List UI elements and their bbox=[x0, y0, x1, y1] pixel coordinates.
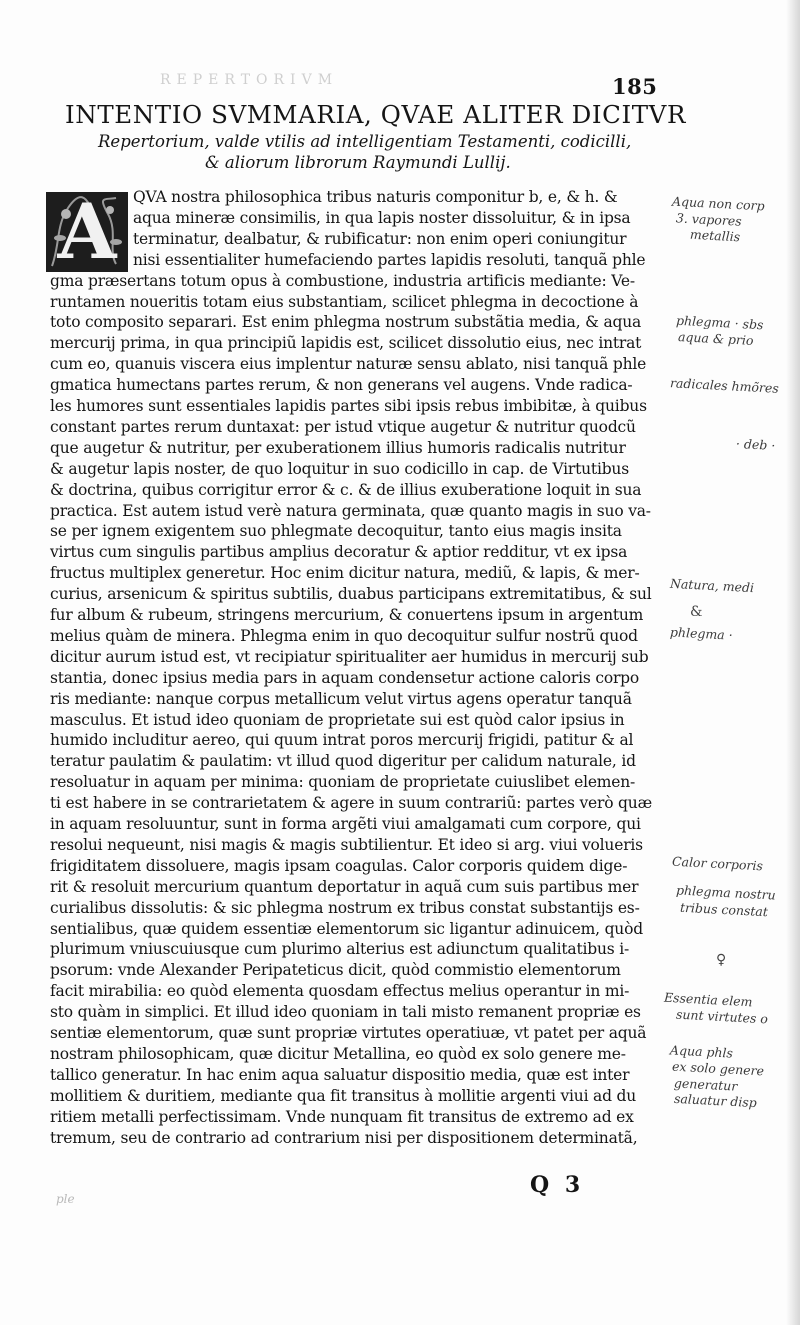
page-edge-shadow bbox=[786, 0, 800, 1325]
margin-note: phlegma · sbs bbox=[675, 312, 764, 333]
floral-initial-icon bbox=[46, 187, 128, 276]
text-line: dicitur aurum istud est, vt recipiatur spiritualiter aer humidus in mercurij sub bbox=[50, 647, 649, 666]
margin-note: generatur bbox=[673, 1075, 738, 1094]
chapter-subtitle-line-2: & aliorum librorum Raymundi Lullij. bbox=[205, 153, 511, 172]
chapter-subtitle-line-1: Repertorium, valde vtilis ad intelligentiam Testamenti, codicilli, bbox=[98, 132, 632, 151]
text-line: teratur paulatim & paulatim: vt illud quod digeritur per calidum naturale, id bbox=[50, 752, 636, 771]
text-line: QVA nostra philosophica tribus naturis componitur b, e, & h. & bbox=[133, 188, 618, 206]
text-line: sto quàm in simplici. Et illud ideo quoniam in tali misto remanent propriæ es bbox=[50, 1003, 641, 1022]
margin-note: Natura, medi bbox=[669, 575, 755, 596]
margin-note: · deb · bbox=[735, 435, 776, 454]
text-line: stantia, donec ipsius media pars in aquam condensetur actione caloris corpo bbox=[50, 668, 640, 687]
text-line: fructus multiplex generetur. Hoc enim dicitur natura, mediũ, & lapis, & mer- bbox=[50, 564, 640, 583]
margin-note: aqua & prio bbox=[677, 329, 754, 348]
margin-note: Essentia elem bbox=[663, 989, 753, 1010]
text-line: nisi essentialiter humefaciendo partes lapidis resoluti, tanquã phle bbox=[133, 250, 646, 269]
alchemical-symbol-icon: ♀ bbox=[716, 952, 727, 968]
marginal-mark-icon: & bbox=[690, 604, 703, 620]
text-line: constant partes rerum duntaxat: per istud vtique augetur & nutritur quodcũ bbox=[50, 417, 636, 436]
text-line: se per ignem exigentem suo phlegmate decoquitur, tanto eius magis insita bbox=[50, 522, 622, 541]
margin-note: saluatur disp bbox=[673, 1090, 758, 1111]
margin-note: Aqua non corp bbox=[671, 193, 765, 214]
text-line: in aquam resoluuntur, sunt in forma argẽti viui amalgamati cum corpore, qui bbox=[50, 815, 641, 833]
text-line: nostram philosophicam, quæ dicitur Metallina, eo quòd ex solo genere me- bbox=[50, 1044, 626, 1063]
text-line: curialibus dissolutis: & sic phlegma nostrum ex tribus constat substantijs es- bbox=[50, 898, 640, 917]
text-line: fur album & rubeum, stringens mercurium, & conuertens ipsum in argentum bbox=[50, 606, 644, 624]
text-line: resolui nequeunt, nisi magis & magis subtilientur. Et ideo si arg. viui volueris bbox=[50, 835, 643, 854]
text-line: practica. Est autem istud verè natura germinata, quæ quanto magis in suo va- bbox=[50, 501, 651, 520]
margin-note: ex solo genere bbox=[671, 1058, 765, 1079]
text-line: tallico generatur. In hac enim aqua saluatur dispositio media, quæ est inter bbox=[50, 1065, 630, 1084]
text-line: terminatur, dealbatur, & rubificatur: non enim operi coniungitur bbox=[133, 229, 627, 248]
signature-mark: Q 3 bbox=[530, 1172, 585, 1198]
margin-note: tribus constat bbox=[679, 899, 769, 920]
margin-note: phlegma · bbox=[669, 624, 734, 643]
margin-note: sunt virtutes o bbox=[675, 1006, 769, 1027]
page-number: 185 bbox=[612, 74, 658, 99]
margin-note: radicales hmõres bbox=[669, 375, 780, 396]
text-line: cum eo, quanuis viscera eius implentur naturæ sensu ablato, nisi tanquã phle bbox=[50, 355, 647, 374]
text-line: tremum, seu de contrario ad contrarium nisi per dispositionem determinatã, bbox=[50, 1128, 638, 1147]
text-line: curius, arsenicum & spiritus subtilis, duabus participans extremitatibus, & sul bbox=[50, 585, 652, 604]
margin-note: Aqua phls bbox=[669, 1042, 734, 1061]
bleed-through-running-head: REPERTORIVM bbox=[160, 72, 339, 88]
text-line: psorum: vnde Alexander Peripateticus dicit, quòd commistio elementorum bbox=[50, 961, 621, 980]
text-line: ris mediante: nanque corpus metallicum velut virtus agens operatur tanquã bbox=[50, 689, 632, 708]
text-line: melius quàm de minera. Phlegma enim in quo decoquitur sulfur nostrũ quod bbox=[50, 626, 638, 645]
text-line: virtus cum singulis partibus amplius decoratur & aptior redditur, vt ex ipsa bbox=[50, 543, 628, 562]
text-line: que augetur & nutritur, per exuberationem illius humoris radicalis nutritur bbox=[50, 438, 626, 457]
text-line: ritiem metalli perfectissimam. Vnde nunquam fit transitus de extremo ad ex bbox=[50, 1107, 634, 1126]
margin-note: 3. vapores bbox=[675, 210, 743, 229]
text-line: runtamen noueritis totam eius substantiam, scilicet phlegma in decoctione à bbox=[50, 292, 639, 311]
text-line: mercurij prima, in qua principiũ lapidis est, scilicet dissolutio eius, nec intrat bbox=[50, 334, 642, 353]
text-line: humido includitur aereo, qui quum intrat poros mercurij frigidi, patitur & al bbox=[50, 731, 634, 750]
text-line: frigiditatem dissoluere, magis ipsam coagulas. Calor corporis quidem dige- bbox=[50, 856, 628, 875]
text-line: mollitiem & duritiem, mediante qua fit transitus à mollitie argenti viui ad du bbox=[50, 1086, 637, 1105]
margin-note: Calor corporis bbox=[671, 853, 764, 874]
text-line: aqua mineræ consimilis, in qua lapis noster dissoluitur, & in ipsa bbox=[133, 208, 631, 227]
text-line: plurimum vniuscuiusque cum plurimo alterius est adiunctum qualitatibus i- bbox=[50, 940, 630, 959]
text-line: resoluatur in aquam per minima: quoniam de proprietate cuiuslibet elemen- bbox=[50, 773, 636, 792]
text-line: sentialibus, quæ quidem essentiæ elementorum sic ligantur adinuicem, quòd bbox=[50, 919, 643, 938]
chapter-title: INTENTIO SVMMARIA, QVAE ALITER DICITVR bbox=[65, 100, 687, 129]
text-line: ti est habere in se contrarietatem & agere in suum contrariũ: partes verò quæ bbox=[50, 794, 652, 813]
text-line: rit & resoluit mercurium quantum deportatur in aquã cum suis partibus mer bbox=[50, 877, 639, 896]
text-line: & augetur lapis noster, de quo loquitur in suo codicillo in cap. de Virtutibus bbox=[50, 459, 629, 478]
text-line: & doctrina, quibus corrigitur error & c. & de illius exuberatione loquit in sua bbox=[50, 480, 642, 499]
text-line: gma præsertans totum opus à combustione, industria artificis mediante: Ve- bbox=[50, 271, 635, 290]
margin-note: metallis bbox=[689, 226, 741, 245]
text-line: sentiæ elementorum, quæ sunt propriæ virtutes operatiuæ, vt patet per aquã bbox=[50, 1024, 647, 1042]
text-line: toto composito separari. Est enim phlegma nostrum substãtia media, & aqua bbox=[50, 313, 642, 332]
bleed-through-catchword: ple bbox=[56, 1192, 75, 1206]
text-line: gmatica humectans partes rerum, & non generans vel augens. Vnde radica- bbox=[50, 376, 633, 395]
text-line: facit mirabilia: eo quòd elementa quosdam effectus melius operantur in mi- bbox=[50, 982, 630, 1001]
text-line: masculus. Et istud ideo quoniam de proprietate sui est quòd calor ipsius in bbox=[50, 710, 625, 729]
margin-note: phlegma nostru bbox=[675, 882, 777, 903]
drop-cap-letter: A bbox=[57, 187, 117, 276]
text-line: les humores sunt essentiales lapidis partes sibi ipsis rebus imbibitæ, à quibus bbox=[50, 397, 647, 415]
